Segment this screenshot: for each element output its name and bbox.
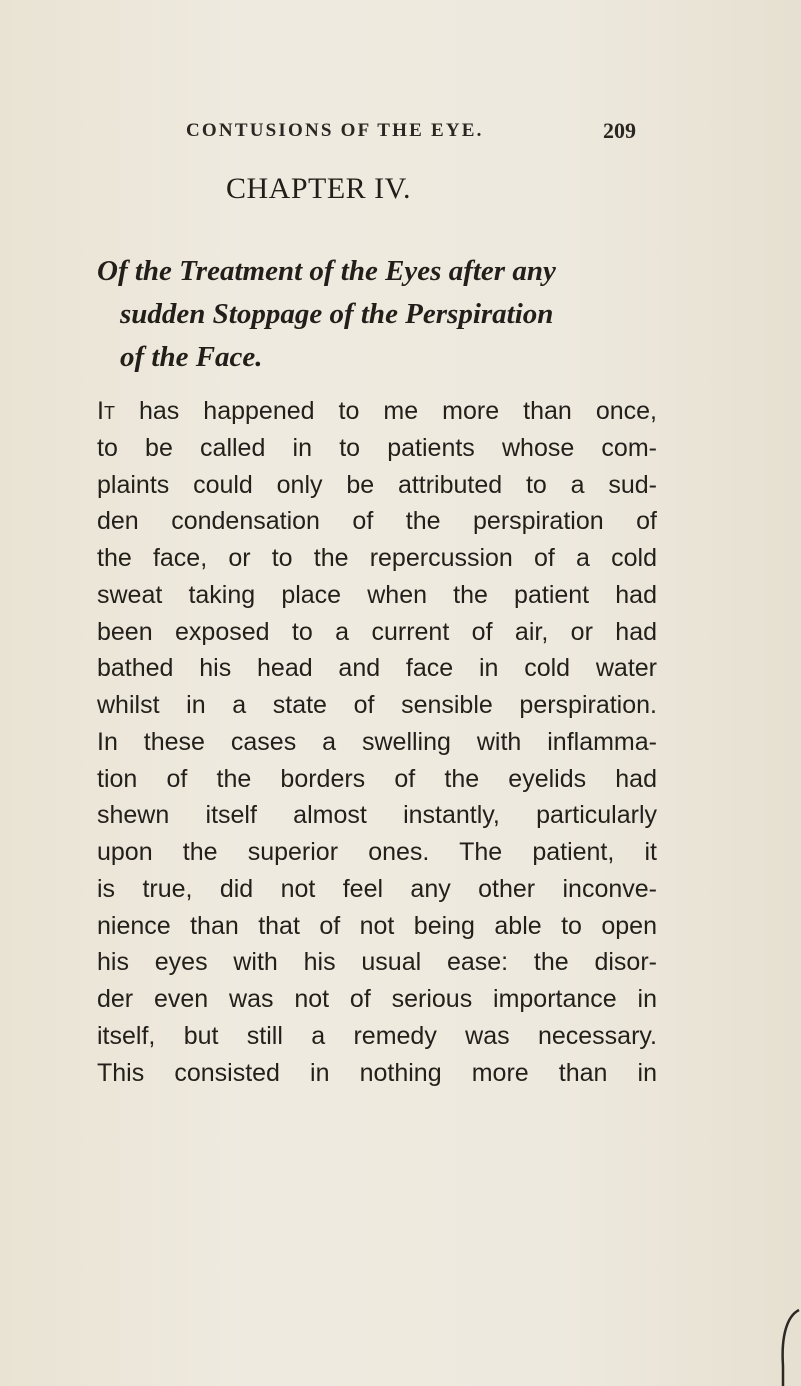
text-line: bathed his head and face in cold water [97, 654, 657, 683]
text-line: den condensation of the perspiration of [97, 507, 657, 536]
text-line: der even was not of serious importance in [97, 985, 657, 1013]
text-line: This consisted in nothing more than in [97, 1058, 657, 1087]
text-line [97, 393, 657, 430]
chapter-heading: CHAPTER IV. [226, 172, 411, 205]
subtitle-line: of the Face. [120, 341, 263, 373]
body-paragraph [97, 393, 657, 1091]
text-line: been exposed to a current of air, or had [97, 617, 657, 646]
text-line: itself, but still a remedy was necessary. [97, 1021, 657, 1050]
text-line: his eyes with his usual ease: the disor- [97, 948, 657, 977]
text-line: is true, did not feel any other inconve- [97, 874, 657, 903]
text-line: upon the superior ones. The patient, it [97, 838, 657, 866]
text-line: plaints could only be attributed to a sud- [97, 470, 657, 499]
running-title: CONTUSIONS OF THE EYE. [186, 120, 484, 141]
page-number: 209 [603, 118, 636, 143]
text-line: In these cases a swelling with inflamma- [97, 727, 657, 756]
subtitle-line: Of the Treatment of the Eyes after any [97, 255, 556, 287]
page-edge-mark [773, 1306, 801, 1386]
text-line-content: has happened to me more than once, [138, 397, 657, 425]
text-line: whilst in a state of sensible perspiration. [97, 691, 657, 719]
text-line: nience than that of not being able to open [97, 911, 657, 940]
text-line: the face, or to the repercussion of a cold [97, 544, 657, 572]
chapter-subtitle [97, 250, 677, 379]
subtitle-line: sudden Stoppage of the Perspiration [120, 298, 554, 330]
text-line: to be called in to patients whose com- [97, 433, 657, 462]
text-line: sweat taking place when the patient had [97, 580, 657, 609]
drop-word: It [97, 397, 115, 425]
text-line: shewn itself almost instantly, particularly [97, 801, 657, 830]
text-line: tion of the borders of the eyelids had [97, 764, 657, 793]
running-head [0, 120, 801, 150]
